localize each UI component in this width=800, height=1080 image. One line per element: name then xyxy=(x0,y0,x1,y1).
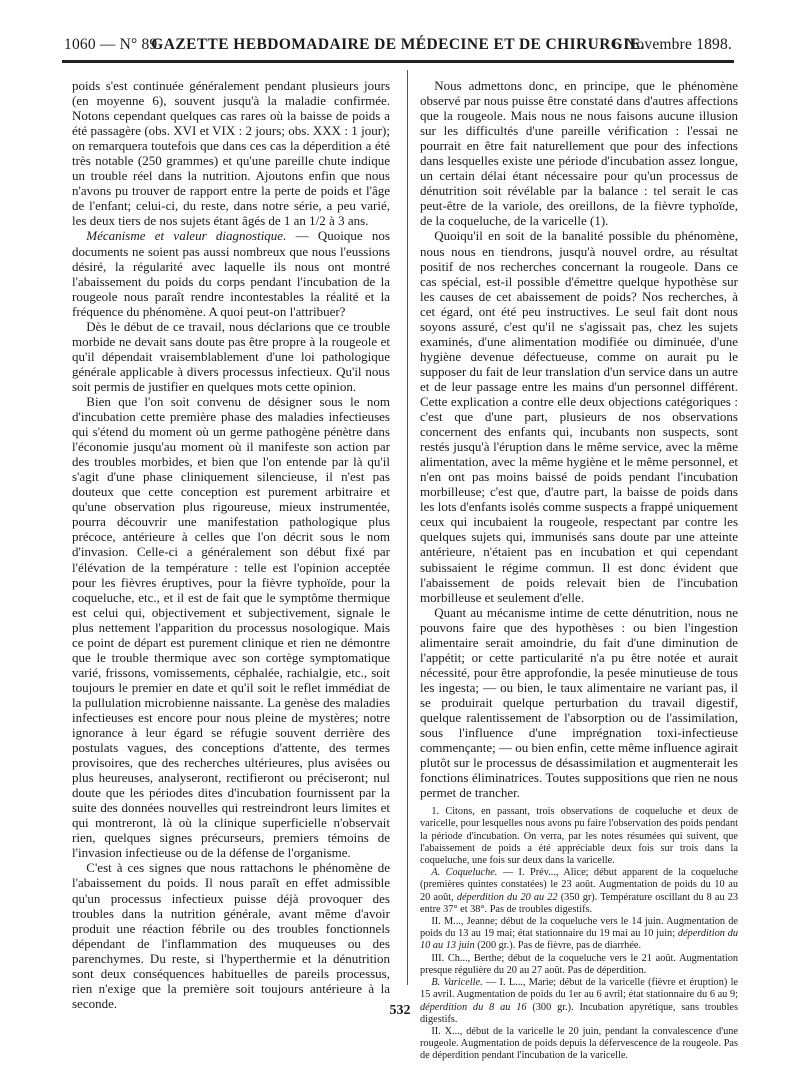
footnote-text: II. M..., Jeanne; début de la coqueluche vers le 14 juin. Augmentation de poids du 13 au 19 mai; état stationnaire du 19 mai au 10 juin; xyxy=(420,916,738,940)
paragraph: C'est à ces signes que nous rattachons le phénomène de l'abaissement du poids. Il nous paraît en effet admissible qu'un processus infectieux puisse déjà provoquer des troubles dans la nutrition générale, avant même d'avoir produit une réaction fébrile ou des troubles fonctionnels dépendant de l'inflammation des muqueuses ou des parenchymes. Du reste, si l'hyperthermie et la dénutrition sont deux conséquences habituelles de pareils processus, rien n'exige que la première soit toujours antérieure à la seconde. xyxy=(72,860,390,1011)
footnote: II. X..., début de la varicelle le 20 juin, pendant la convalescence d'une rougeole. Augmentation de poids depuis la défervescence de la rougeole. Pas de déperdition pendant l'incubation de la varicelle. xyxy=(420,1025,738,1062)
column-divider xyxy=(407,70,408,985)
header-rule xyxy=(62,60,734,63)
footnote-text: (300 gr.). Incubation apyrétique, sans troubles digestifs. xyxy=(420,1001,739,1025)
footnote xyxy=(420,867,738,916)
footnote-text: — I. L..., Marie; début de la varicelle (fièvre et éruption) le 15 avril. Augmentation de poids du 1er au 6 avril; état stationnaire du 6 au 9; xyxy=(420,977,738,1001)
paragraph: Quant au mécanisme intime de cette dénutrition, nous ne pouvons faire que des hypothèses : ou bien l'ingestion alimentaire serait amoindrie, du fait d'une diminution de l'appétit; or cette particularité n'a pu être notée et aurait nécessité, pour être approfondie, la pesée minutieuse de tous les ingesta; — ou bien, le taux alimentaire ne variant pas, il se produirait quelque perturbation du travail digestif, quelque ralentissement de l'absorption ou de l'assimilation, sous l'influence d'une imprégnation toxi-infectieuse commençante; — ou bien enfin, cette même influence agirait plutôt sur le processus de désassimilation et augmenterait les fonctions éliminatrices. Toutes suppositions que rien ne nous permet de trancher. xyxy=(420,604,739,801)
section-heading: Mécanisme et valeur diagnostique. xyxy=(86,228,287,244)
footnote-emphasis: déperdition du 20 au 22 xyxy=(456,891,558,903)
footnote-emphasis: déperdition du 8 au 16 xyxy=(420,1001,527,1013)
right-column xyxy=(420,78,738,1063)
paragraph xyxy=(72,228,390,318)
issue-date: 6 Novembre 1898. xyxy=(613,36,732,53)
left-column xyxy=(72,78,390,1011)
footnote-label: B. Varicelle. xyxy=(431,977,483,989)
paragraph: poids s'est continuée généralement pendant plusieurs jours (en moyenne 6), souvent jusqu'à la maladie confirmée. Notons cependant quelques cas rares où la baisse de poids a été passagère (obs. XVI et VIX : 2 jours; obs. XXX : 1 jour); on remarquera toutefois que dans ces cas la déperdition a été très notable (250 grammes) et qu'une pareille chute indique un trouble réel dans la nutrition. Ajoutons enfin que nous n'avons pu trouver de rapport entre la perte de poids et l'âge de l'enfant; celui-ci, du reste, dans notre série, a peu varié, les deux tiers de nos sujets étant âgés de 1 an 1/2 à 3 ans. xyxy=(72,78,390,229)
footnote-label: A. Coqueluche. xyxy=(431,867,498,879)
footnotes xyxy=(420,806,738,1062)
footnote: 1. Citons, en passant, trois observations de coqueluche et deux de varicelle, pour lesquelles nous avons pu faire l'observation des poids pendant la période d'incubation. On verra, par les notes résumées qui suivent, que l'abaissement de poids a été appréciable deux fois sur trois dans la coqueluche, une fois sur deux dans la varicelle. xyxy=(420,806,738,867)
page-number: 532 xyxy=(389,1003,411,1018)
paragraph: Bien que l'on soit convenu de désigner sous le nom d'incubation cette première phase des maladies infectieuses qui s'étend du moment où un germe pathogène pénètre dans l'économie jusqu'au moment où il manifeste son action par des troubles morbides, et bien que l'on entende par là qu'il s'agit d'une phase cliniquement silencieuse, il n'est pas douteux que cette conception est purement arbitraire et qu'une observation plus rigoureuse, mieux instrumentée, pourra découvrir une manifestation pathologique plus précoce, antérieure à celles que l'on décrit sous le nom d'invasion. Celle-ci a généralement son début fixé par l'élévation de la température : telle est l'opinion acceptée pour les fièvres éruptives, pour la fièvre typhoïde, pour la coqueluche, etc., et il est de fait que le symptôme thermique est celui qui, objectivement et subjectivement, signale le plus nettement l'apparition du processus nosologique. Mais ce point de départ est purement clinique et rien ne démontre que le trouble thermique avec son cortège symptomatique varié, frissons, vomissements, céphalée, rachialgie, etc., soit toujours le premier en date et qu'il soit le reflet immédiat de la pullulation microbienne naissante. La genèse des maladies infectieuses est encore pour nous pleine de mystères; notre ignorance à leur égard se réfugie souvent derrière des postulats vagues, des conceptions d'attente, des termes provisoires, que des recherches ultérieures, plus avisées ou plus heureuses, analyseront, rectifieront ou préciseront; nul doute que les périodes dites d'incubation fournissent par la suite des données nouvelles qui restreindront leurs limites et qui montreront, là où la clinique superficielle n'observait rien, quelques signes précurseurs, premiers témoins de l'invasion infectieuse ou de la défense de l'organisme. xyxy=(72,393,390,861)
footnote-text: (350 gr). Température oscillant du 8 au 23 entre 37° et 38°. Pas de troubles digestifs. xyxy=(420,891,739,915)
footnote-emphasis: déperdition du 10 au 13 juin xyxy=(420,928,739,952)
footnote-text: (200 gr.). Pas de fièvre, pas de diarrhée. xyxy=(474,940,642,952)
running-header xyxy=(62,32,734,58)
page-label: 1060 — N° 89 xyxy=(64,36,158,53)
footnote: III. Ch..., Berthe; début de la coqueluche vers le 21 août. Augmentation presque régulière du 20 au 27 août. Pas de déperdition. xyxy=(420,952,738,976)
journal-title: GAZETTE HEBDOMADAIRE DE MÉDECINE ET DE CHIRURGIE. xyxy=(151,36,645,53)
paragraph: Quoiqu'il en soit de la banalité possible du phénomène, nous nous en tiendrons, jusqu'à nouvel ordre, au résultat positif de nos recherches concernant la rougeole. Dans ce cas spécial, est-il possible d'émettre quelque hypothèse sur les causes de cet abaissement de poids? Nos recherches, à cet égard, ont été peu instructives. Le seul fait dont nous soyons assuré, c'est qu'il ne s'agissait pas, chez les sujets examinés, d'une alimentation modifiée ou diminuée, d'une hygiène devenue défectueuse, comme on aurait pu le supposer du fait de leur translation d'un service dans un autre et de leur passage entre les mains d'un personnel différent. Cette explication a contre elle deux objections catégoriques : c'est que d'une part, plusieurs de nos observations concernent des enfants qui, incubants non suspects, sont restés jusqu'à l'éruption dans le même service, avec la même alimentation, avec la même hygiène et le même personnel, et n'en ont pas moins baissé de poids pendant l'incubation morbilleuse; c'est que, d'autre part, la baisse de poids dans les lots d'enfants isolés comme suspects a frappé uniquement ceux qui incubaient la rougeole, respectant par contre les quelques sujets qui, immunisés sans doute par une atteinte antérieure, n'étaient pas en incubation et qui cependant subissaient le régime commun. Il est donc évident que l'abaissement de poids relevait bien de l'incubation morbilleuse et seulement d'elle. xyxy=(420,228,738,605)
paragraph-body: — Quoique nos documents ne soient pas aussi nombreux que nous l'eussions désiré, la régularité avec laquelle ils nous ont montré l'abaissement du poids du corps pendant l'incubation de la rougeole nous paraît rendre incontestables la réalité et la fréquence du phénomène. A quoi peut-on l'attribuer? xyxy=(72,228,390,319)
footnote-text: — I. Prév..., Alice; début apparent de la coqueluche (premières quintes constatées) le 23 août. Augmentation de poids du 10 au 20 août, xyxy=(420,867,738,903)
footnote xyxy=(420,916,738,953)
paragraph: Nous admettons donc, en principe, que le phénomène observé par nous puisse être constaté dans d'autres affections que la rougeole. Mais nous ne nous faisons aucune illusion sur les difficultés d'une pareille vérification : l'essai ne pourrait en être fait naturellement que pour des infections dans lesquelles existe une période d'incubation assez longue, un certain délai étant nécessaire pour qu'un processus de dénutrition soit révélable par la balance : tel serait le cas peut-être de la variole, des oreillons, de la fièvre typhoïde, de la coqueluche, de la varicelle (1). xyxy=(420,78,738,229)
paragraph: Dès le début de ce travail, nous déclarions que ce trouble morbide ne devait sans doute pas être propre à la rougeole et qu'il dépendait vraisemblablement d'une loi pathologique générale applicable à divers processus infectieux. Qu'il nous soit permis de justifier en quelques mots cette opinion. xyxy=(72,318,390,394)
